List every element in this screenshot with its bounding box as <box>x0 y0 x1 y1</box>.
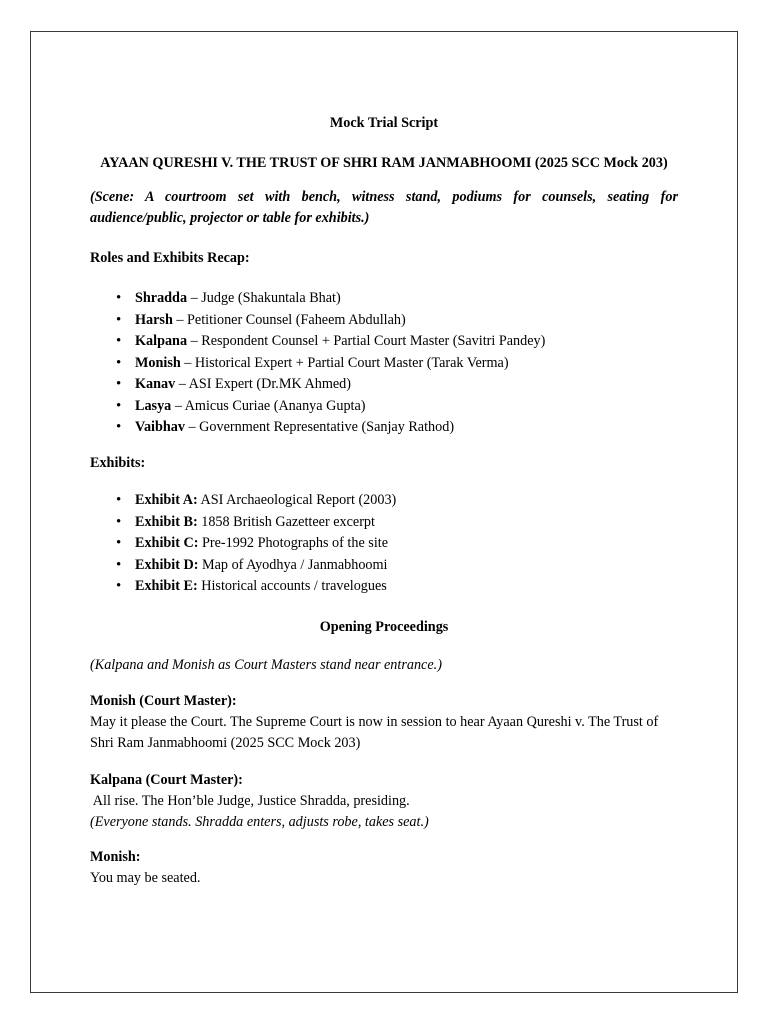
roles-heading: Roles and Exhibits Recap: <box>90 250 250 266</box>
stage-direction: (Kalpana and Monish as Court Masters stand near entrance.) <box>90 657 442 673</box>
roles-list <box>90 288 678 439</box>
stage-direction: (Everyone stands. Shradda enters, adjusts robe, takes seat.) <box>90 814 429 830</box>
opening-heading: Opening Proceedings <box>319 619 449 635</box>
speaker-label: Monish: <box>90 849 141 865</box>
list-item: • Exhibit C: Pre-1992 Photographs of the site <box>90 533 678 555</box>
dialogue-line: All rise. The Hon’ble Judge, Justice Shradda, presiding. <box>90 793 410 809</box>
list-item: • Exhibit D: Map of Ayodhya / Janmabhoomi <box>90 555 678 577</box>
dialogue-line: You may be seated. <box>90 870 201 886</box>
list-item: • Vaibhav – Government Representative (Sanjay Rathod) <box>90 417 678 439</box>
list-item: • Kalpana – Respondent Counsel + Partial Court Master (Savitri Pandey) <box>90 331 678 353</box>
exhibits-list <box>90 490 678 598</box>
list-item: • Exhibit A: ASI Archaeological Report (2003) <box>90 490 678 512</box>
list-item: • Monish – Historical Expert + Partial Court Master (Tarak Verma) <box>90 353 678 375</box>
scene-description: (Scene: A courtroom set with bench, witness stand, podiums for counsels, seating for audience/public, projector or table for exhibits.) <box>90 189 678 226</box>
case-title: AYAAN QURESHI V. THE TRUST OF SHRI RAM JANMABHOOMI (2025 SCC Mock 203) <box>100 155 668 171</box>
list-item: • Shradda – Judge (Shakuntala Bhat) <box>90 288 678 310</box>
speaker-label: Kalpana (Court Master): <box>90 772 243 788</box>
exhibits-heading: Exhibits: <box>90 455 146 471</box>
dialogue-line: May it please the Court. The Supreme Court is now in session to hear Ayaan Qureshi v. The Trust of Shri Ram Janmabhoomi (2025 SCC Mock 203) <box>90 714 659 751</box>
list-item: • Lasya – Amicus Curiae (Ananya Gupta) <box>90 396 678 418</box>
document-title: Mock Trial Script <box>329 115 439 131</box>
list-item: • Harsh – Petitioner Counsel (Faheem Abdullah) <box>90 310 678 332</box>
speaker-label: Monish (Court Master): <box>90 693 237 709</box>
list-item: • Exhibit E: Historical accounts / travelogues <box>90 576 678 598</box>
list-item: • Kanav – ASI Expert (Dr.MK Ahmed) <box>90 374 678 396</box>
list-item: • Exhibit B: 1858 British Gazetteer excerpt <box>90 512 678 534</box>
